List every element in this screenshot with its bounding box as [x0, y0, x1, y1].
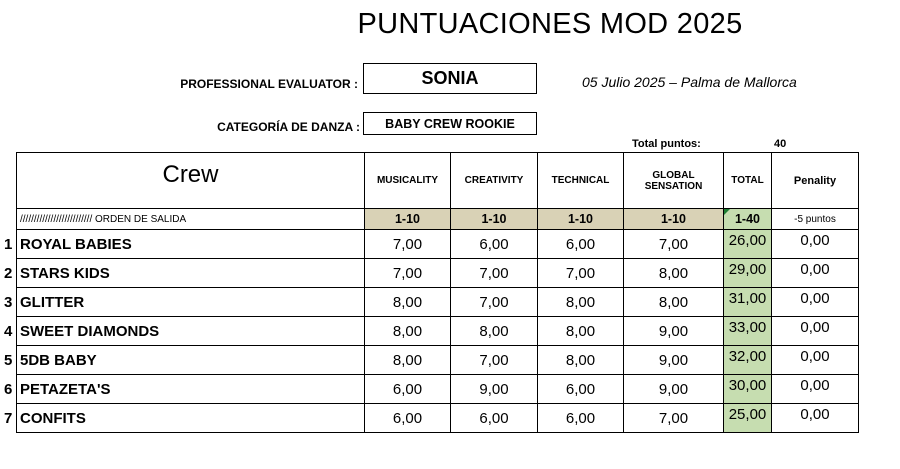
global-sensation-header: GLOBAL SENSATION	[624, 153, 724, 209]
scores-table	[16, 152, 859, 433]
global-sensation-range: 1-10	[624, 209, 724, 230]
evaluator-label: PROFESSIONAL EVALUATOR :	[180, 77, 358, 91]
evaluator-name-box: SONIA	[363, 63, 537, 94]
musicality-score: 8,00	[365, 288, 451, 317]
row-number: 7	[4, 410, 13, 427]
total-score: 31,00	[724, 288, 772, 317]
table-row	[17, 346, 859, 375]
crew-name: PETAZETA'S	[17, 375, 365, 404]
technical-range: 1-10	[538, 209, 624, 230]
creativity-score: 7,00	[451, 259, 538, 288]
total-range-label: 1-40	[734, 212, 761, 226]
total-points-value: 40	[774, 138, 787, 150]
creativity-score: 6,00	[451, 404, 538, 433]
total-score: 32,00	[724, 346, 772, 375]
crew-name: GLITTER	[17, 288, 365, 317]
creativity-score: 7,00	[451, 346, 538, 375]
event-date-location: 05 Julio 2025 – Palma de Mallorca	[582, 74, 797, 90]
musicality-score: 6,00	[365, 375, 451, 404]
global-sensation-score: 9,00	[624, 346, 724, 375]
row-number: 6	[4, 381, 13, 398]
penalty-note: -5 puntos	[772, 209, 859, 230]
creativity-score: 7,00	[451, 288, 538, 317]
total-header: TOTAL	[724, 153, 772, 209]
total-score: 30,00	[724, 375, 772, 404]
row-number: 3	[4, 294, 13, 311]
global-sensation-score: 7,00	[624, 230, 724, 259]
header-row	[17, 153, 859, 209]
row-number: 5	[4, 352, 13, 369]
category-label: CATEGORÍA DE DANZA :	[217, 120, 360, 134]
penalty-score: 0,00	[772, 259, 859, 288]
musicality-header: MUSICALITY	[365, 153, 451, 209]
row-number: 4	[4, 323, 13, 340]
creativity-score: 6,00	[451, 230, 538, 259]
crew-header: Crew	[17, 153, 365, 209]
global-sensation-score: 9,00	[624, 375, 724, 404]
creativity-range: 1-10	[451, 209, 538, 230]
musicality-score: 8,00	[365, 317, 451, 346]
global-sensation-score: 8,00	[624, 288, 724, 317]
penalty-score: 0,00	[772, 404, 859, 433]
total-range	[724, 209, 772, 230]
table-row	[17, 404, 859, 433]
table-row	[17, 288, 859, 317]
technical-score: 8,00	[538, 346, 624, 375]
global-sensation-score: 9,00	[624, 317, 724, 346]
technical-score: 6,00	[538, 375, 624, 404]
musicality-score: 8,00	[365, 346, 451, 375]
table-row	[17, 259, 859, 288]
creativity-score: 8,00	[451, 317, 538, 346]
total-score: 33,00	[724, 317, 772, 346]
technical-score: 8,00	[538, 317, 624, 346]
crew-name: SWEET DIAMONDS	[17, 317, 365, 346]
crew-name: ROYAL BABIES	[17, 230, 365, 259]
technical-score: 6,00	[538, 404, 624, 433]
penalty-score: 0,00	[772, 346, 859, 375]
crew-name: CONFITS	[17, 404, 365, 433]
technical-score: 6,00	[538, 230, 624, 259]
page-title: PUNTUACIONES MOD 2025	[357, 8, 743, 40]
rows-body	[17, 230, 859, 433]
penalty-score: 0,00	[772, 288, 859, 317]
penalty-score: 0,00	[772, 230, 859, 259]
musicality-score: 7,00	[365, 259, 451, 288]
penalty-score: 0,00	[772, 375, 859, 404]
crew-name: STARS KIDS	[17, 259, 365, 288]
global-sensation-score: 7,00	[624, 404, 724, 433]
penalty-score: 0,00	[772, 317, 859, 346]
global-sensation-score: 8,00	[624, 259, 724, 288]
creativity-header: CREATIVITY	[451, 153, 538, 209]
crew-name: 5DB BABY	[17, 346, 365, 375]
musicality-range: 1-10	[365, 209, 451, 230]
total-score: 25,00	[724, 404, 772, 433]
total-points-label: Total puntos:	[632, 138, 701, 150]
musicality-score: 7,00	[365, 230, 451, 259]
total-score: 29,00	[724, 259, 772, 288]
row-number: 1	[4, 236, 13, 253]
technical-header: TECHNICAL	[538, 153, 624, 209]
cell-marker-icon	[724, 209, 730, 215]
musicality-score: 6,00	[365, 404, 451, 433]
category-value-box: BABY CREW ROOKIE	[363, 112, 537, 135]
technical-score: 7,00	[538, 259, 624, 288]
range-row	[17, 209, 859, 230]
table-row	[17, 375, 859, 404]
table-row	[17, 317, 859, 346]
penality-header: Penality	[772, 153, 859, 209]
creativity-score: 9,00	[451, 375, 538, 404]
order-label: ////////////////////////// ORDEN DE SALIDA	[17, 209, 365, 230]
row-number: 2	[4, 265, 13, 282]
total-score: 26,00	[724, 230, 772, 259]
technical-score: 8,00	[538, 288, 624, 317]
table-row	[17, 230, 859, 259]
